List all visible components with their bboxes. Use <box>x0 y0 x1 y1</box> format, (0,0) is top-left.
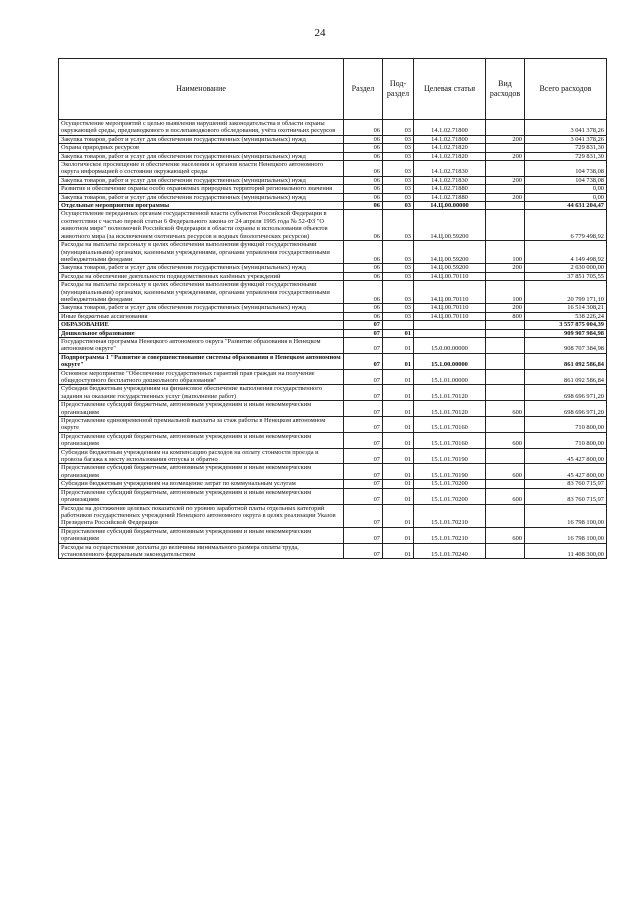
row-name: Предоставление субсидий бюджетным, автономным учреждениям и иным некоммерческим организациям <box>59 464 344 480</box>
row-expense-kind <box>486 144 525 152</box>
row-total: 16 798 100,00 <box>525 504 607 527</box>
row-target-article: 14.1.02.71820 <box>414 152 486 160</box>
row-name: Расходы на обеспечение деятельности подведомственных казённых учреждений <box>59 272 344 280</box>
row-expense-kind: 200 <box>486 304 525 312</box>
row-total: 0,00 <box>525 193 607 201</box>
row-expense-kind <box>486 337 525 353</box>
table-row <box>59 464 607 480</box>
row-name: Предоставление субсидий бюджетным, автономным учреждениям и иным некоммерческим организациям <box>59 527 344 543</box>
row-subsection: 01 <box>383 385 414 401</box>
row-target-article: 14.Ц.00.59200 <box>414 264 486 272</box>
row-target-article: 14.Ц.00.59200 <box>414 210 486 241</box>
table-row <box>59 281 607 304</box>
table-row <box>59 202 607 210</box>
row-total: 4 149 498,92 <box>525 241 607 264</box>
row-name: Закупка товаров, работ и услуг для обеспечения государственных (муниципальных) нужд <box>59 135 344 143</box>
row-section: 06 <box>344 272 383 280</box>
header-expense-kind: Вид расходов <box>486 59 525 120</box>
row-total: 861 092 586,84 <box>525 369 607 385</box>
row-section: 06 <box>344 281 383 304</box>
row-name: Закупка товаров, работ и услуг для обеспечения государственных (муниципальных) нужд <box>59 193 344 201</box>
row-section: 06 <box>344 312 383 320</box>
row-target-article: 15.0.00.00000 <box>414 337 486 353</box>
table-row <box>59 321 607 329</box>
row-section: 06 <box>344 135 383 143</box>
budget-table <box>58 58 607 559</box>
row-target-article: 15.1.01.70210 <box>414 527 486 543</box>
row-subsection: 03 <box>383 272 414 280</box>
row-subsection: 01 <box>383 329 414 337</box>
row-section: 07 <box>344 369 383 385</box>
row-section: 06 <box>344 161 383 177</box>
row-total: 538 226,24 <box>525 312 607 320</box>
row-subsection <box>383 321 414 329</box>
row-name: Предоставление единовременной премиальной выплаты за стаж работы в Ненецком автономном округе <box>59 417 344 433</box>
row-target-article: 14.1.02.71830 <box>414 176 486 184</box>
table-row <box>59 401 607 417</box>
row-section: 07 <box>344 417 383 433</box>
row-expense-kind: 600 <box>486 401 525 417</box>
row-section: 06 <box>344 193 383 201</box>
row-name: Иные бюджетные ассигнования <box>59 312 344 320</box>
row-target-article: 14.Ц.00.70110 <box>414 304 486 312</box>
page-number: 24 <box>314 27 326 39</box>
row-total: 861 092 586,84 <box>525 353 607 369</box>
row-total: 11 408 300,00 <box>525 543 607 559</box>
row-name: Осуществление переданных органам государственной власти субъектов Российской Федерации в соответствии с частью первой статьи 6 Федерального закона от 24 апреля 1995 года № 52-ФЗ "О животном мире" полномочий Российской Федерации в области охраны и использования объектов животного мира (за исключением охотничьих ресурсов и водных биологических ресурсов) <box>59 210 344 241</box>
table-row <box>59 353 607 369</box>
row-name: Предоставление субсидий бюджетным, автономным учреждениям и иным некоммерческим организациям <box>59 401 344 417</box>
row-subsection: 01 <box>383 488 414 504</box>
row-target-article: 15.1.01.70120 <box>414 385 486 401</box>
row-target-article: 14.Ц.00.70110 <box>414 312 486 320</box>
table-row <box>59 193 607 201</box>
row-section: 06 <box>344 210 383 241</box>
row-section: 07 <box>344 321 383 329</box>
row-subsection: 01 <box>383 448 414 464</box>
row-target-article: 15.1.01.70200 <box>414 488 486 504</box>
row-target-article: 15.1.01.70200 <box>414 480 486 488</box>
row-section: 07 <box>344 353 383 369</box>
row-total: 104 738,08 <box>525 176 607 184</box>
row-expense-kind <box>486 385 525 401</box>
table-row <box>59 264 607 272</box>
table-row <box>59 144 607 152</box>
row-subsection: 01 <box>383 464 414 480</box>
row-target-article: 15.1.01.70240 <box>414 543 486 559</box>
row-name: Расходы на выплаты персоналу в целях обеспечения выполнения функций государственными (муниципальными) органами, казенными учреждениями, органами управления государственными внебюджетными фондами <box>59 241 344 264</box>
row-total: 729 831,30 <box>525 152 607 160</box>
row-total: 45 427 800,00 <box>525 464 607 480</box>
row-subsection: 03 <box>383 281 414 304</box>
row-name: Осуществление мероприятий с целью выявления нарушений законодательства в области охраны окружающей среды, предпаводкового и послепаводкового обследования, учёта охотничьих ресурсов <box>59 120 344 136</box>
row-subsection: 03 <box>383 144 414 152</box>
row-subsection: 03 <box>383 152 414 160</box>
row-name: Экологическое просвещение и обеспечение населения и органов власти Ненецкого автономного округа информацией о состоянии окружающей среды <box>59 161 344 177</box>
row-total: 104 738,08 <box>525 161 607 177</box>
row-name: Дошкольное образование <box>59 329 344 337</box>
row-subsection: 01 <box>383 369 414 385</box>
row-subsection: 03 <box>383 161 414 177</box>
row-expense-kind <box>486 161 525 177</box>
row-total: 698 696 971,20 <box>525 385 607 401</box>
table-row <box>59 385 607 401</box>
row-name: Основное мероприятие "Обеспечение государственных гарантий прав граждан на получение общедоступного бесплатного дошкольного образования" <box>59 369 344 385</box>
row-expense-kind: 100 <box>486 241 525 264</box>
row-subsection: 03 <box>383 304 414 312</box>
row-expense-kind <box>486 202 525 210</box>
row-section: 07 <box>344 448 383 464</box>
row-section: 06 <box>344 202 383 210</box>
table-row <box>59 185 607 193</box>
row-section: 07 <box>344 480 383 488</box>
row-total: 6 779 498,92 <box>525 210 607 241</box>
row-subsection: 01 <box>383 543 414 559</box>
row-expense-kind <box>486 329 525 337</box>
row-target-article: 14.1.02.71800 <box>414 135 486 143</box>
row-name: Субсидии бюджетным учреждениям на финансовое обеспечение выполнения государственного задания на оказание государственных услуг (выполнение работ) <box>59 385 344 401</box>
row-section: 07 <box>344 385 383 401</box>
row-name: Государственная программа Ненецкого автономного округа "Развитие образования в Ненецком автономном округе" <box>59 337 344 353</box>
row-total: 45 427 800,00 <box>525 448 607 464</box>
row-section: 06 <box>344 241 383 264</box>
table-row <box>59 432 607 448</box>
row-section: 06 <box>344 144 383 152</box>
row-subsection: 03 <box>383 241 414 264</box>
row-total: 710 800,00 <box>525 417 607 433</box>
row-expense-kind: 800 <box>486 312 525 320</box>
row-name: Расходы на достижение целевых показателей по уровню заработной платы отдельных категорий работников государственных учреждений Ненецкого автономного округа в целях реализации Указов Президента Российской Федерации <box>59 504 344 527</box>
row-total: 44 631 204,47 <box>525 202 607 210</box>
table-row <box>59 304 607 312</box>
row-section: 07 <box>344 543 383 559</box>
row-name: ОБРАЗОВАНИЕ <box>59 321 344 329</box>
row-section: 06 <box>344 304 383 312</box>
row-expense-kind <box>486 353 525 369</box>
table-row <box>59 543 607 559</box>
row-expense-kind <box>486 417 525 433</box>
row-subsection: 01 <box>383 353 414 369</box>
row-target-article: 14.Ц.00.70110 <box>414 281 486 304</box>
row-total: 3 041 378,26 <box>525 135 607 143</box>
row-target-article <box>414 329 486 337</box>
table-header-row <box>59 59 607 120</box>
row-expense-kind: 200 <box>486 152 525 160</box>
table-row <box>59 504 607 527</box>
row-section: 07 <box>344 488 383 504</box>
row-expense-kind: 600 <box>486 464 525 480</box>
row-target-article <box>414 321 486 329</box>
table-row <box>59 272 607 280</box>
row-subsection: 01 <box>383 417 414 433</box>
row-target-article: 14.1.02.71830 <box>414 161 486 177</box>
row-name: Субсидии бюджетным учреждениям на возмещение затрат по коммунальным услугам <box>59 480 344 488</box>
row-target-article: 15.1.01.70120 <box>414 401 486 417</box>
row-name: Отдельные мероприятия программы <box>59 202 344 210</box>
row-section: 07 <box>344 329 383 337</box>
row-expense-kind: 100 <box>486 281 525 304</box>
row-subsection: 03 <box>383 264 414 272</box>
table-row <box>59 161 607 177</box>
row-target-article: 14.1.02.71820 <box>414 144 486 152</box>
table-row <box>59 448 607 464</box>
table-row <box>59 527 607 543</box>
row-name: Расходы на выплаты персоналу в целях обеспечения выполнения функций государственными (муниципальными) органами, казенными учреждениями, органами управления государственными внебюджетными фондами <box>59 281 344 304</box>
header-subsection: Под-раздел <box>383 59 414 120</box>
row-total: 2 630 000,00 <box>525 264 607 272</box>
row-total: 3 041 378,26 <box>525 120 607 136</box>
row-expense-kind: 200 <box>486 193 525 201</box>
row-target-article: 14.Ц.00.00000 <box>414 202 486 210</box>
row-subsection: 01 <box>383 432 414 448</box>
row-subsection: 03 <box>383 176 414 184</box>
header-total: Всего расходов <box>525 59 607 120</box>
row-expense-kind: 200 <box>486 135 525 143</box>
row-name: Закупка товаров, работ и услуг для обеспечения государственных (муниципальных) нужд <box>59 304 344 312</box>
row-subsection: 01 <box>383 401 414 417</box>
row-target-article: 14.Ц.00.70110 <box>414 272 486 280</box>
row-name: Предоставление субсидий бюджетным, автономным учреждениям и иным некоммерческим организациям <box>59 488 344 504</box>
row-total: 83 760 715,97 <box>525 480 607 488</box>
row-expense-kind <box>486 120 525 136</box>
row-section: 07 <box>344 432 383 448</box>
row-target-article: 15.1.01.70190 <box>414 448 486 464</box>
row-total: 710 800,00 <box>525 432 607 448</box>
row-expense-kind: 600 <box>486 432 525 448</box>
row-target-article: 14.1.02.71880 <box>414 185 486 193</box>
row-subsection: 03 <box>383 312 414 320</box>
row-target-article: 14.1.02.71880 <box>414 193 486 201</box>
row-total: 16 798 100,00 <box>525 527 607 543</box>
row-expense-kind: 600 <box>486 527 525 543</box>
row-target-article: 15.1.01.70210 <box>414 504 486 527</box>
row-target-article: 14.Ц.00.59200 <box>414 241 486 264</box>
row-expense-kind <box>486 504 525 527</box>
row-name: Расходы на осуществление доплаты до величины минимального размера оплаты труда, установленного федеральным законодательством <box>59 543 344 559</box>
table-row <box>59 176 607 184</box>
row-target-article: 15.1.01.70160 <box>414 432 486 448</box>
row-expense-kind <box>486 369 525 385</box>
row-expense-kind: 200 <box>486 264 525 272</box>
row-section: 07 <box>344 464 383 480</box>
header-section: Раздел <box>344 59 383 120</box>
row-subsection: 03 <box>383 193 414 201</box>
row-section: 06 <box>344 185 383 193</box>
row-section: 07 <box>344 527 383 543</box>
row-section: 06 <box>344 176 383 184</box>
row-section: 07 <box>344 401 383 417</box>
row-expense-kind: 200 <box>486 176 525 184</box>
table-row <box>59 337 607 353</box>
row-target-article: 15.1.01.70190 <box>414 464 486 480</box>
table-row <box>59 120 607 136</box>
table-row <box>59 369 607 385</box>
row-subsection: 01 <box>383 480 414 488</box>
table-row <box>59 488 607 504</box>
row-expense-kind <box>486 321 525 329</box>
row-target-article: 15.1.00.00000 <box>414 353 486 369</box>
row-name: Развитие и обеспечение охраны особо охраняемых природных территорий регионального значения <box>59 185 344 193</box>
row-total: 908 707 384,98 <box>525 337 607 353</box>
table-row <box>59 312 607 320</box>
row-expense-kind <box>486 543 525 559</box>
header-name: Наименование <box>59 59 344 120</box>
row-subsection: 01 <box>383 337 414 353</box>
table-row <box>59 210 607 241</box>
row-total: 16 514 308,21 <box>525 304 607 312</box>
table-row <box>59 417 607 433</box>
table-row <box>59 135 607 143</box>
row-section: 07 <box>344 504 383 527</box>
row-subsection: 01 <box>383 504 414 527</box>
row-expense-kind <box>486 185 525 193</box>
table-row <box>59 152 607 160</box>
row-name: Закупка товаров, работ и услуг для обеспечения государственных (муниципальных) нужд <box>59 264 344 272</box>
row-total: 3 557 875 004,39 <box>525 321 607 329</box>
row-subsection: 03 <box>383 210 414 241</box>
row-subsection: 03 <box>383 120 414 136</box>
row-total: 0,00 <box>525 185 607 193</box>
row-target-article: 15.1.01.00000 <box>414 369 486 385</box>
row-total: 698 696 971,20 <box>525 401 607 417</box>
row-expense-kind <box>486 448 525 464</box>
row-name: Закупка товаров, работ и услуг для обеспечения государственных (муниципальных) нужд <box>59 176 344 184</box>
row-name: Подпрограмма 1 "Развитие и совершенствование системы образования в Ненецком автономном округе" <box>59 353 344 369</box>
row-total: 20 799 171,10 <box>525 281 607 304</box>
row-section: 07 <box>344 337 383 353</box>
table-row <box>59 241 607 264</box>
row-total: 83 760 715,97 <box>525 488 607 504</box>
row-expense-kind <box>486 272 525 280</box>
row-section: 06 <box>344 152 383 160</box>
row-name: Субсидии бюджетным учреждениям на компенсацию расходов на оплату стоимости проезда и провоза багажа к месту использования отпуска и обратно <box>59 448 344 464</box>
row-total: 909 907 984,98 <box>525 329 607 337</box>
header-target-article: Целевая статья <box>414 59 486 120</box>
row-name: Закупка товаров, работ и услуг для обеспечения государственных (муниципальных) нужд <box>59 152 344 160</box>
row-expense-kind <box>486 480 525 488</box>
row-target-article: 15.1.01.70160 <box>414 417 486 433</box>
row-section: 06 <box>344 120 383 136</box>
table-row <box>59 480 607 488</box>
table-row <box>59 329 607 337</box>
row-total: 729 831,30 <box>525 144 607 152</box>
row-target-article: 14.1.02.71800 <box>414 120 486 136</box>
row-section: 06 <box>344 264 383 272</box>
row-name: Предоставление субсидий бюджетным, автономным учреждениям и иным некоммерческим организациям <box>59 432 344 448</box>
row-subsection: 01 <box>383 527 414 543</box>
row-subsection: 03 <box>383 185 414 193</box>
row-subsection: 03 <box>383 135 414 143</box>
row-subsection: 03 <box>383 202 414 210</box>
table-body <box>59 120 607 559</box>
row-expense-kind: 600 <box>486 488 525 504</box>
row-expense-kind <box>486 210 525 241</box>
row-name: Охрана природных ресурсов <box>59 144 344 152</box>
row-total: 37 851 705,55 <box>525 272 607 280</box>
